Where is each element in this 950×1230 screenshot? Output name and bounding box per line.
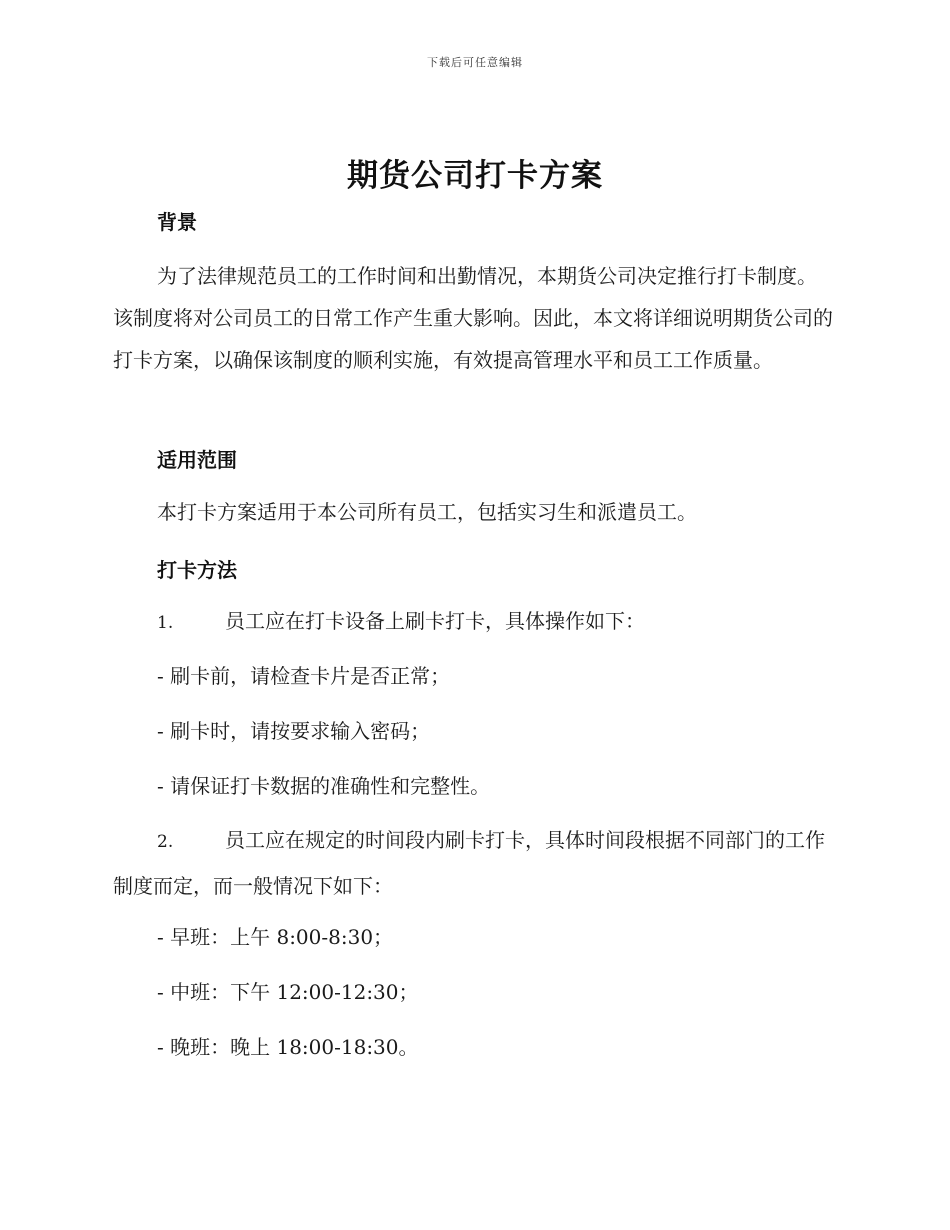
method-item-2-number: 2. [157, 832, 174, 852]
section-heading-method: 打卡方法 [157, 558, 237, 582]
method-item-1 [157, 607, 645, 637]
section-heading-background: 背景 [157, 210, 197, 234]
background-paragraph: 为了法律规范员工的工作时间和出勤情况，本期货公司决定推行打卡制度。该制度将对公司员工的日常工作产生重大影响。因此，本文将详细说明期货公司的打卡方案，以确保该制度的顺利实施，有效提高管理水平和员工工作质量。 [113, 264, 833, 372]
method-item-2-text: 员工应在规定的时间段内刷卡打卡，具体时间段根据不同部门的工作制度而定，而一般情况下如下： [113, 828, 825, 898]
section-heading-scope: 适用范围 [157, 448, 237, 472]
method-item-1-bullet-2: - 刷卡时，请按要求输入密码； [157, 719, 431, 743]
method-item-2 [113, 818, 833, 908]
method-item-2-bullet-2: - 中班：下午 12:00-12:30； [157, 980, 419, 1004]
method-item-2-bullet-1: - 早班：上午 8:00-8:30； [157, 925, 394, 949]
document-title: 期货公司打卡方案 [347, 158, 603, 194]
method-item-1-text: 员工应在打卡设备上刷卡打卡，具体操作如下： [225, 609, 645, 633]
page-header-note: 下载后可任意编辑 [427, 56, 523, 69]
method-item-1-bullet-1: - 刷卡前，请检查卡片是否正常； [157, 664, 451, 688]
method-item-1-number: 1. [157, 613, 174, 633]
method-item-1-bullet-3: - 请保证打卡数据的准确性和完整性。 [157, 774, 491, 798]
method-item-2-bullet-3: - 晚班：晚上 18:00-18:30。 [157, 1035, 419, 1059]
scope-paragraph: 本打卡方案适用于本公司所有员工，包括实习生和派遣员工。 [157, 500, 697, 524]
